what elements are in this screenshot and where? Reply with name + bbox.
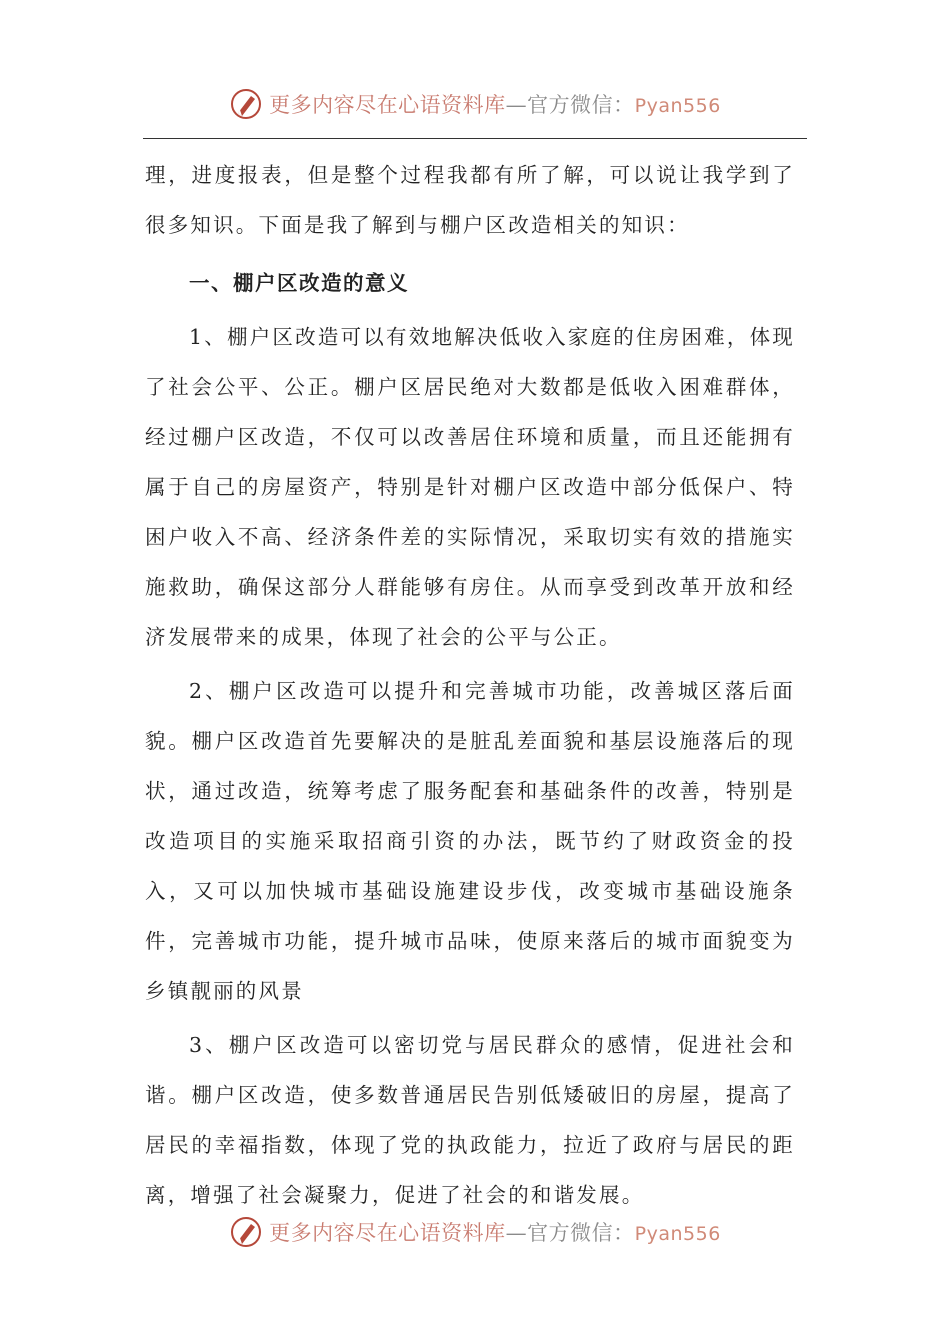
paragraph-1: 1、棚户区改造可以有效地解决低收入家庭的住房困难，体现了社会公平、公正。棚户区居民绝对大数都是低收入困难群体，经过棚户区改造，不仅可以改善居住环境和质量，而且还能拥有属于自己的房屋资产，特别是针对棚户区改造中部分低保户、特困户收入不高、经济条件差的实际情况，采取切实有效的措施实施救助，确保这部分人群能够有房住。从而享受到改革开放和经济发展带来的成果，体现了社会的公平与公正。 <box>145 325 795 649</box>
section-heading: 一、棚户区改造的意义 <box>189 271 409 295</box>
footer-watermark <box>0 1212 950 1252</box>
intro-paragraph: 理，进度报表，但是整个过程我都有所了解，可以说让我学到了很多知识。下面是我了解到与棚户区改造相关的知识： <box>145 163 795 237</box>
pen-logo-icon <box>229 1215 263 1249</box>
header-watermark <box>0 84 950 124</box>
document-body <box>145 150 795 1220</box>
paragraph-2: 2、棚户区改造可以提升和完善城市功能，改善城区落后面貌。棚户区改造首先要解决的是脏乱差面貌和基层设施落后的现状，通过改造，统筹考虑了服务配套和基础条件的改善，特别是改造项目的实施采取招商引资的办法，既节约了财政资金的投入，又可以加快城市基础设施建设步伐，改变城市基础设施条件，完善城市功能，提升城市品味，使原来落后的城市面貌变为乡镇靓丽的风景 <box>145 679 795 1003</box>
header-divider <box>143 138 807 139</box>
paragraph-3: 3、棚户区改造可以密切党与居民群众的感情，促进社会和谐。棚户区改造，使多数普通居民告别低矮破旧的房屋，提高了居民的幸福指数，体现了党的执政能力，拉近了政府与居民的距离，增强了社会凝聚力，促进了社会的和谐发展。 <box>145 1033 795 1207</box>
watermark-text: 更多内容尽在心语资料库—官方微信：Pyan556 <box>269 93 721 117</box>
watermark-text: 更多内容尽在心语资料库—官方微信：Pyan556 <box>269 1221 721 1245</box>
pen-logo-icon <box>229 87 263 121</box>
